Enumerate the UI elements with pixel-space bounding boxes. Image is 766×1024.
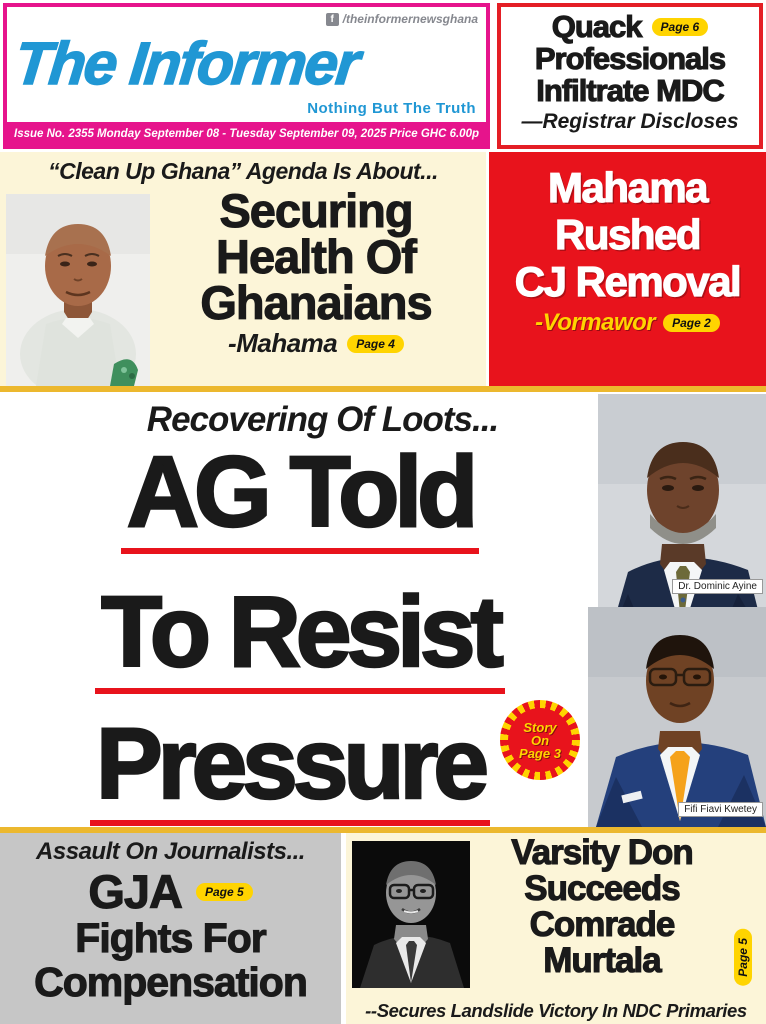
issue-price: Price GHC 6.00p xyxy=(389,127,479,140)
facebook-handle: /theinformernewsghana xyxy=(342,12,478,26)
cj-headline-line2: Rushed xyxy=(554,211,700,258)
varsity-page-badge: Page 5 xyxy=(734,929,752,986)
facebook-icon xyxy=(326,13,339,26)
cj-attribution: -Vormawor xyxy=(535,309,656,336)
main-kicker: Recovering Of Loots... xyxy=(146,400,499,439)
health-kicker: “Clean Up Ghana” Agenda Is About... xyxy=(48,158,438,184)
ayine-photo xyxy=(598,394,766,642)
mahama-photo xyxy=(6,194,150,386)
main-headline-line1: AG Told xyxy=(121,442,479,554)
quack-headline-line3: Infiltrate MDC xyxy=(536,73,724,108)
gja-kicker: Assault On Journalists... xyxy=(36,838,305,865)
varsity-headline-line4: Murtala xyxy=(543,941,661,980)
gja-headline-line1: GJA xyxy=(88,865,182,918)
health-headline-line2: Health Of xyxy=(216,230,416,283)
health-headline-line3: Ghanaians xyxy=(200,276,432,329)
cj-page-badge: Page 2 xyxy=(663,314,720,332)
story-cj-removal xyxy=(489,152,766,386)
health-attribution: -Mahama xyxy=(228,328,338,358)
newspaper-logo: The Informer xyxy=(11,30,362,97)
varsity-subhead: --Secures Landslide Victory In NDC Primaries xyxy=(365,1000,747,1021)
story-securing-health xyxy=(0,152,486,386)
gja-page-badge: Page 5 xyxy=(196,883,253,901)
cj-headline-line1: Mahama xyxy=(547,164,708,211)
kwetey-caption: Fifi Fiavi Kwetey xyxy=(678,802,763,817)
kwetey-photo xyxy=(588,607,766,827)
main-headline-line2: To Resist xyxy=(95,582,505,694)
badge-line3: Page 3 xyxy=(519,745,561,761)
health-headline-line1: Securing xyxy=(219,184,413,237)
quack-attribution: —Registrar Discloses xyxy=(521,110,739,133)
health-page-badge: Page 4 xyxy=(347,335,404,353)
issue-number: Issue No. 2355 xyxy=(14,127,94,140)
story-gja-compensation xyxy=(0,833,341,1024)
varsity-don-photo xyxy=(352,841,470,988)
badge-line1: Story xyxy=(523,719,557,735)
story-quack-professionals xyxy=(497,3,763,149)
story-ag-pressure xyxy=(0,392,766,827)
cj-headline-line3: CJ Removal xyxy=(514,258,741,305)
ayine-caption: Dr. Dominic Ayine xyxy=(672,579,763,594)
quack-headline-line1: Quack xyxy=(551,9,642,44)
quack-headline-line2: Professionals xyxy=(534,41,726,76)
varsity-headline-line1: Varsity Don xyxy=(511,833,693,872)
story-varsity-don xyxy=(346,833,766,1024)
main-headline-line3: Pressure xyxy=(90,714,490,826)
newspaper-tagline: Nothing But The Truth xyxy=(307,100,476,117)
issue-dates: Monday September 08 - Tuesday September 09, 2025 xyxy=(97,127,387,140)
quack-page-badge: Page 6 xyxy=(652,18,709,36)
facebook-line xyxy=(326,12,478,26)
masthead xyxy=(3,3,490,149)
gja-headline-line3: Compensation xyxy=(34,959,307,1005)
gja-headline-line2: Fights For xyxy=(75,915,266,961)
varsity-headline-line2: Succeeds xyxy=(524,869,680,908)
story-on-page-badge xyxy=(500,700,580,780)
badge-line2: On xyxy=(530,732,550,748)
issue-date-bar xyxy=(7,122,486,145)
varsity-headline-line3: Comrade xyxy=(529,905,675,944)
